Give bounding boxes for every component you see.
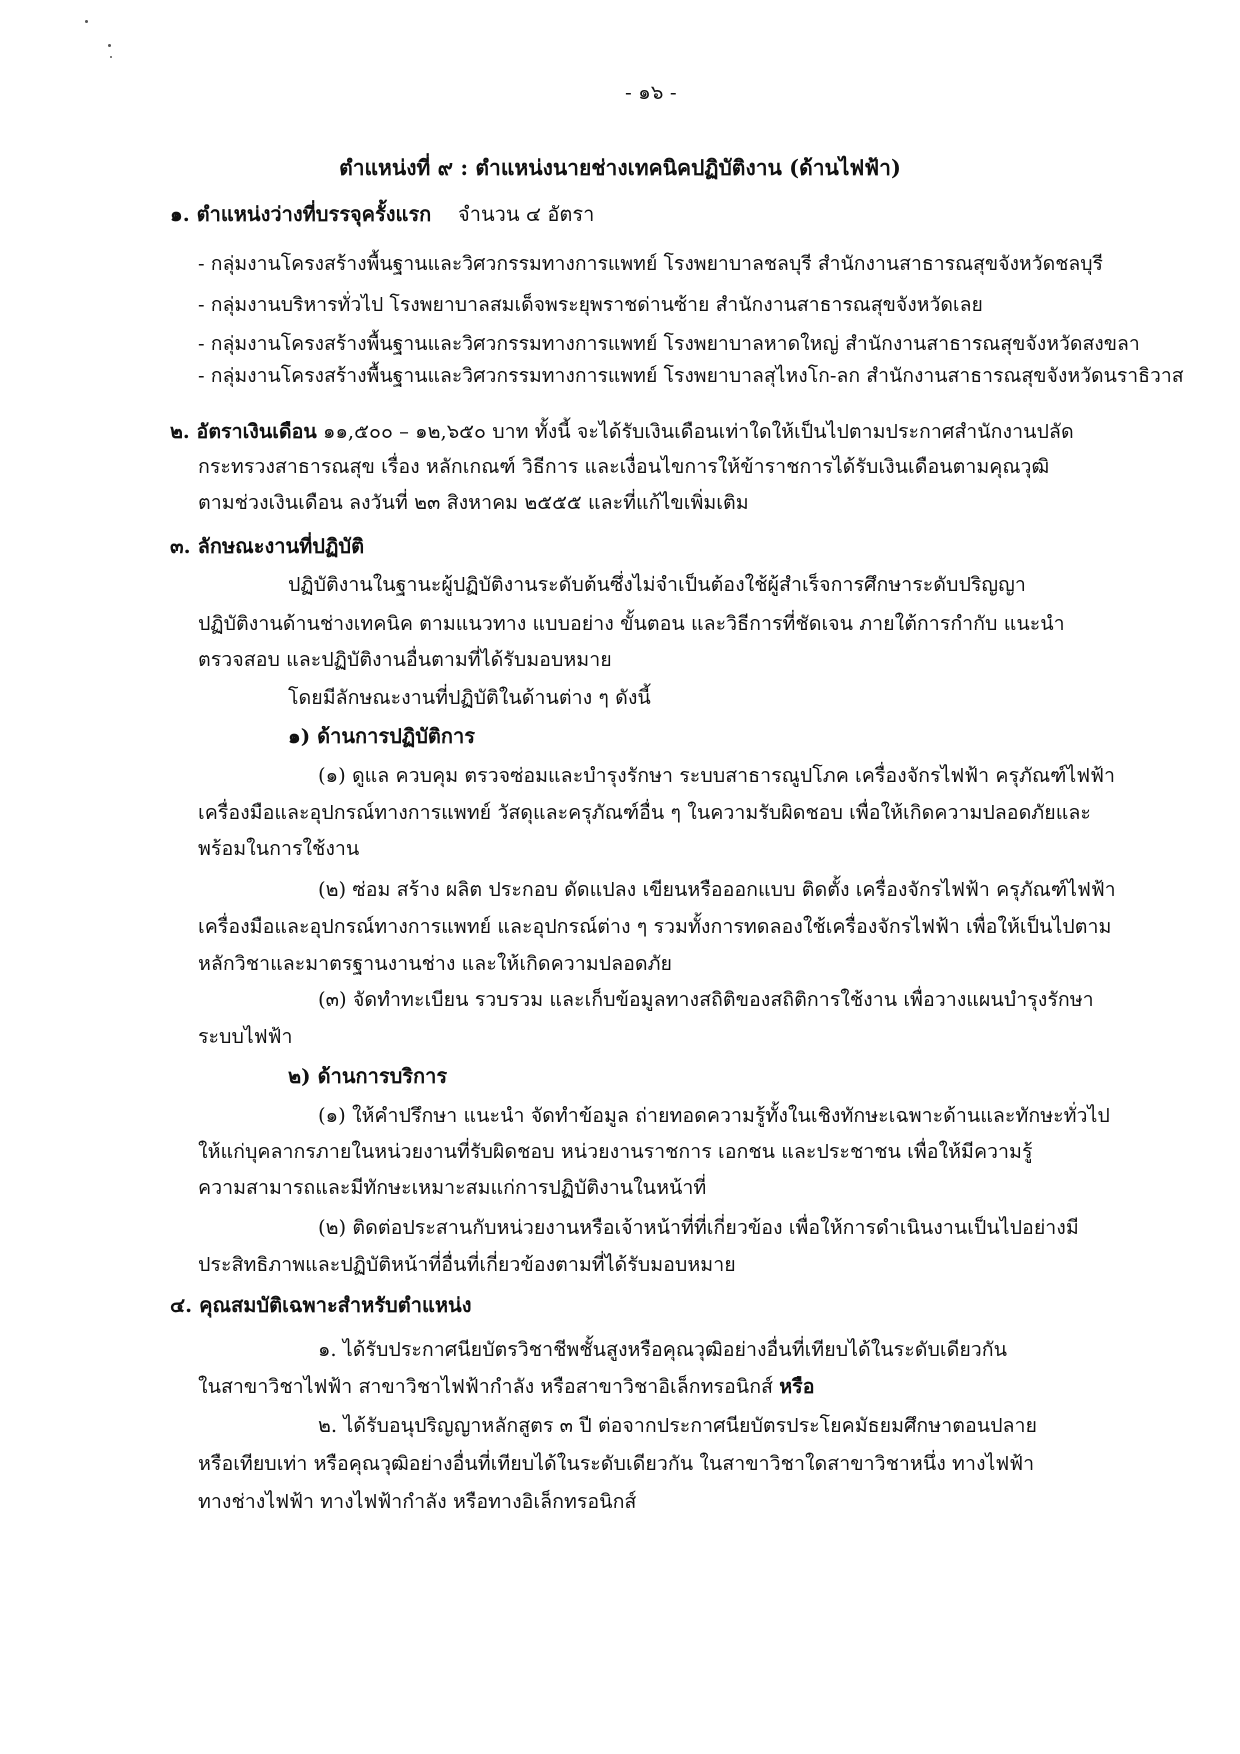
section-3-sub1-line: (๑) ดูแล ควบคุม ตรวจซ่อมและบำรุงรักษา ระบบสาธารณูปโภค เครื่องจักรไฟฟ้า ครุภัณฑ์ไฟฟ้า	[318, 764, 1115, 787]
section-2-line: กระทรวงสาธารณสุข เรื่อง หลักเกณฑ์ วิธีการ และเงื่อนไขการให้ข้าราชการได้รับเงินเดือนตามคุณวุฒิ	[198, 455, 1050, 478]
section-2-title: ๒. อัตราเงินเดือน	[170, 420, 317, 443]
section-4-line: หรือเทียบเท่า หรือคุณวุฒิอย่างอื่นที่เทียบได้ในระดับเดียวกัน ในสาขาวิชาใดสาขาวิชาหนึ่ง ทางไฟฟ้า	[198, 1452, 1035, 1475]
page-number: - ๑๖ -	[625, 80, 677, 104]
scan-speck	[110, 56, 112, 58]
section-1-item: - กลุ่มงานโครงสร้างพื้นฐานและวิศวกรรมทางการแพทย์ โรงพยาบาลหาดใหญ่ สำนักงานสาธารณสุขจังหวัดสงขลา	[198, 332, 1140, 355]
section-3-sub1-line: พร้อมในการใช้งาน	[198, 837, 360, 860]
section-3-sub2-title: ๒) ด้านการบริการ	[288, 1064, 448, 1088]
section-4-title: ๔. คุณสมบัติเฉพาะสำหรับตำแหน่ง	[170, 1293, 472, 1317]
section-3-intro: ปฏิบัติงานในฐานะผู้ปฏิบัติงานระดับต้นซึ่งไม่จำเป็นต้องใช้ผู้สำเร็จการศึกษาระดับปริญญา	[288, 573, 1026, 596]
section-2-salary: ๑๑,๕๐๐ – ๑๒,๖๕๐ บาท ทั้งนี้ จะได้รับเงินเดือนเท่าใดให้เป็นไปตามประกาศสำนักงานปลัด	[316, 420, 1074, 443]
section-3-sub1-line: (๒) ซ่อม สร้าง ผลิต ประกอบ ดัดแปลง เขียนหรือออกแบบ ติดตั้ง เครื่องจักรไฟฟ้า ครุภัณฑ์ไฟฟ้า	[318, 878, 1116, 901]
section-3-sub2-line: ให้แก่บุคลากรภายในหน่วยงานที่รับผิดชอบ หน่วยงานราชการ เอกชน และประชาชน เพื่อให้มีความรู้	[198, 1140, 1033, 1163]
section-3-intro: ปฏิบัติงานด้านช่างเทคนิค ตามแนวทาง แบบอย่าง ขั้นตอน และวิธีการที่ชัดเจน ภายใต้การกำกับ แนะนำ	[198, 612, 1065, 635]
section-1-heading	[170, 200, 594, 228]
section-3-sub1-line: (๓) จัดทำทะเบียน รวบรวม และเก็บข้อมูลทางสถิติของสถิติการใช้งาน เพื่อวางแผนบำรุงรักษา	[318, 988, 1094, 1011]
section-3-intro: ตรวจสอบ และปฏิบัติงานอื่นตามที่ได้รับมอบหมาย	[198, 648, 612, 671]
section-3-sub2-line: (๑) ให้คำปรึกษา แนะนำ จัดทำข้อมูล ถ่ายทอดความรู้ทั้งในเชิงทักษะเฉพาะด้านและทักษะทั่วไป	[318, 1104, 1110, 1127]
section-3-sub2-line: ความสามารถและมีทักษะเหมาะสมแก่การปฏิบัติงานในหน้าที่	[198, 1176, 707, 1199]
section-3-sub1-line: เครื่องมือและอุปกรณ์ทางการแพทย์ และอุปกรณ์ต่าง ๆ รวมทั้งการทดลองใช้เครื่องจักรไฟฟ้า เพื่อให้เป็นไปตาม	[198, 915, 1112, 938]
section-3-sub2-line: ประสิทธิภาพและปฏิบัติหน้าที่อื่นที่เกี่ยวข้องตามที่ได้รับมอบหมาย	[198, 1253, 736, 1276]
section-3-sub1-line: ระบบไฟฟ้า	[198, 1025, 293, 1048]
section-1-count: จำนวน ๔ อัตรา	[458, 202, 595, 226]
section-1-item: - กลุ่มงานโครงสร้างพื้นฐานและวิศวกรรมทางการแพทย์ โรงพยาบาลสุไหงโก-ลก สำนักงานสาธารณสุขจังหวัดนราธิวาส	[198, 364, 1184, 387]
section-2-line	[170, 418, 1074, 446]
section-3-sub1-line: เครื่องมือและอุปกรณ์ทางการแพทย์ วัสดุและครุภัณฑ์อื่น ๆ ในความรับผิดชอบ เพื่อให้เกิดความปลอดภัยและ	[198, 801, 1091, 824]
section-4-or-word: หรือ	[779, 1375, 815, 1398]
section-3-sub2-line: (๒) ติดต่อประสานกับหน่วยงานหรือเจ้าหน้าที่ที่เกี่ยวข้อง เพื่อให้การดำเนินงานเป็นไปอย่างมี	[318, 1216, 1079, 1239]
section-2-line: ตามช่วงเงินเดือน ลงวันที่ ๒๓ สิงหาคม ๒๕๕๕ และที่แก้ไขเพิ่มเติม	[198, 491, 749, 514]
section-4-line: ๑. ได้รับประกาศนียบัตรวิชาชีพชั้นสูงหรือคุณวุฒิอย่างอื่นที่เทียบได้ในระดับเดียวกัน	[318, 1338, 1008, 1361]
section-3-title: ๓. ลักษณะงานที่ปฏิบัติ	[170, 534, 365, 558]
section-1-item: - กลุ่มงานโครงสร้างพื้นฐานและวิศวกรรมทางการแพทย์ โรงพยาบาลชลบุรี สำนักงานสาธารณสุขจังหวัดชลบุรี	[198, 252, 1103, 275]
section-3-sub1-line: หลักวิชาและมาตรฐานงานช่าง และให้เกิดความปลอดภัย	[198, 952, 672, 975]
section-4-line: ๒. ได้รับอนุปริญญาหลักสูตร ๓ ปี ต่อจากประกาศนียบัตรประโยคมัธยมศึกษาตอนปลาย	[318, 1414, 1038, 1437]
section-3-sub1-title: ๑) ด้านการปฏิบัติการ	[288, 724, 475, 748]
section-4-line	[198, 1373, 814, 1401]
page-title: ตำแหน่งที่ ๙ : ตำแหน่งนายช่างเทคนิคปฏิบัติงาน (ด้านไฟฟ้า)	[339, 155, 901, 180]
section-1-item: - กลุ่มงานบริหารทั่วไป โรงพยาบาลสมเด็จพระยุพราชด่านซ้าย สำนักงานสาธารณสุขจังหวัดเลย	[198, 293, 983, 316]
scan-speck	[108, 44, 111, 47]
section-4-line-text: ในสาขาวิชาไฟฟ้า สาขาวิชาไฟฟ้ากำลัง หรือสาขาวิชาอิเล็กทรอนิกส์	[198, 1375, 780, 1398]
scan-speck	[85, 20, 88, 23]
section-1-title: ๑. ตำแหน่งว่างที่บรรจุครั้งแรก	[170, 202, 432, 226]
section-3-intro: โดยมีลักษณะงานที่ปฏิบัติในด้านต่าง ๆ ดังนี้	[288, 686, 651, 709]
section-4-line: ทางช่างไฟฟ้า ทางไฟฟ้ากำลัง หรือทางอิเล็กทรอนิกส์	[198, 1490, 637, 1513]
